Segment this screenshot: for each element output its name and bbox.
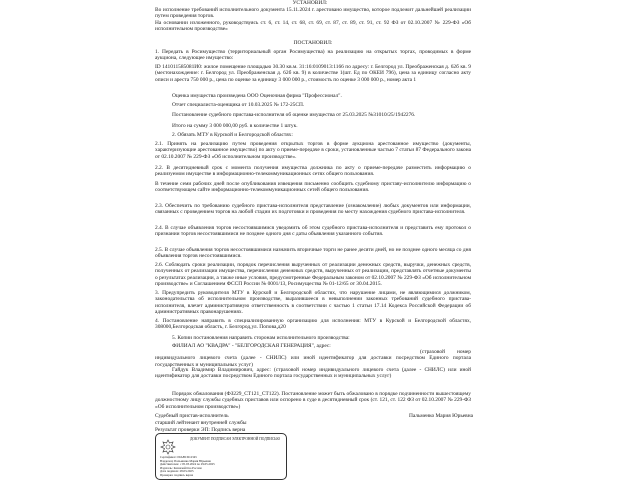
item-2: 2. Обязать МТУ в Курской и Белгородской областях:	[172, 132, 293, 138]
stamp-check: Проверка: подпись верна	[160, 472, 194, 477]
item-2-2: 2.2. В десятидневный срок с момента получения имущества должника по акту о приеме-передаче разместить информацию о реализуемом имуществе в информационно-телекоммуникационных сетях общего пользования.	[155, 165, 471, 178]
item-2-5: 2.5. В случае объявления торгов несостоявшимися назначить вторичные торги не ранее десяти дней, но не позднее одного месяца со дня объявления торгов несостоявшимися.	[155, 247, 471, 260]
stamp-issuer: Издатель: Казначейство России	[160, 465, 202, 470]
basis-paragraph: На основании изложенного, руководствуясь ст. 6, ст. 14, ст. 68, ст. 69, ст. 87, ст. 89, ст. 91, ст. 92 ФЗ от 02.10.2007 № 229-ФЗ «Об исполнительном производстве»	[155, 20, 471, 33]
party-2-details: Гайдук Владимир Владимирович, адрес: (страховой номер индивидуального лицевого счета (далее - СНИЛС) или иной идентификатор для доставки посредством Единого портала государственных и муниципальных услуг)	[155, 367, 471, 380]
item-2-1: 2.1. Принять на реализацию путем проведения открытых торгов в форме аукциона арестованное имущество (документы, характеризующие арестованное имущество) по акту о приеме-передаче в сроки, установленные частью 7 статьи 87 Федерального закона от 02.10.2007 № 229-ФЗ «Об исполнительном производстве».	[155, 141, 471, 160]
item-5: 5. Копии постановления направить сторонам исполнительного производства:	[172, 335, 350, 341]
item-3: 3. Предупредить руководителя МТУ в Курской и Белгородской областях, что нарушение лицами, не являющимися должником, законодательства об исполнительном производстве, выразившееся в невыполнении законных требований судебного пристава-исполнителя, влечет административную ответственность в соответствии с частью 1 статьи 17.14 Кодекса Российской Федерации об административных правонарушениях.	[155, 290, 471, 315]
item-2-4: 2.4. В случае объявления торгов несостоявшимися уведомить об этом судебного пристава-исполнителя и представить ему протокол о признании торгов несостоявшимися не позднее одного дня с даты объявления указанного события.	[155, 225, 471, 238]
valuation-decision-line: Постановление судебного пристава-исполнителя об оценке имущества от 25.03.2025 №31010/25/1942276.	[172, 112, 416, 118]
item-2-6: 2.6. Соблюдать сроки реализации, порядок перечисления вырученных от реализации денежных средств, выручки, денежных средств, полученных от реализации имущества, перечисления денежных средств, вырученных от реализации, представлять отчетные документы о результатах реализации, а также иные условия, предусмотренные Федеральным законом от 02.10.2007 № 229-ФЗ «Об исполнительном производстве» и Соглашением ФССП России № 0001/13, Росимущества № 01-12/65 от 30.04.2015.	[155, 262, 471, 287]
party-1-details: (страховой номер индивидуального лицевого счета (далее - СНИЛС) или иной идентификатор для доставки посредством Единого портала государственных и муниципальных услуг)	[155, 349, 471, 368]
report-line: Отчет специалиста-оценщика от 10.03.2025 № 172-25СП.	[172, 102, 305, 108]
stamp-header: ДОКУМЕНТ ПОДПИСАН ЭЛЕКТРОННОЙ ПОДПИСЬЮ	[189, 437, 281, 441]
stamp-certificate: Сертификат: 00ABCD12345	[160, 455, 197, 459]
item-4: 4. Постановление направить в специализированную организацию для исполнения: МТУ в Курской и Белгородской областях, 308000,Белгородская область, г. Белгород,ул. Попова,д20	[155, 318, 471, 331]
signer-title-2: старший лейтенант внутренней службы	[155, 420, 247, 426]
total-line: Итого на сумму 3 000 000,00 руб. в количестве 1 штук.	[172, 123, 298, 129]
item-2-2-notice: В течение семи рабочих дней после опубликования извещения письменно сообщить судебному приставу-исполнителю информацию о соответствующем сайте информационно-телекоммуникационных сетей общего пользования.	[155, 181, 471, 194]
stamp-validity: Действителен: с 05.03.2024 по 29.05.2025	[160, 462, 215, 467]
appraiser-line: Оценка имущества произведена ООО Оценочная фирма "Профессионал".	[172, 93, 342, 99]
established-heading: УСТАНОВИЛ:	[292, 0, 328, 6]
decree-heading: ПОСТАНОВИЛ:	[293, 40, 333, 46]
electronic-signature-stamp	[155, 433, 287, 480]
appeal-procedure: Порядок обжалования (ФЗ229_СТ121_СТ122). Постановление может быть обжаловано в порядке подчиненности вышестоящему должностному лицу службы судебных приставов или оспорено в суде в десятидневный срок (ст. 121, ст. 122 ФЗ от 02.10.2007 № 229-ФЗ «Об исполнительном производстве»)	[155, 391, 471, 410]
signer-title-1: Судебный пристав-исполнитель	[155, 413, 229, 419]
item-2-3: 2.3. Обеспечить по требованию судебного пристава-исполнителя представление (ознакомление) любых документов или информации, связанных с проведением торгов на любой стадии их подготовки и проведения по месту нахождения судебного пристава-исполнителя.	[155, 203, 471, 216]
intro-paragraph: Во исполнение требований исполнительного документа 15.11.2024 г. арестовано имущество, которое подлежит дальнейшей реализации путем проведения торгов.	[155, 7, 471, 20]
item-1: 1. Передать в Росимущество (территориальный орган Росимущества) на реализацию на открытых торгах, проводимых в форме аукциона, следующее имущество:	[155, 49, 471, 62]
party-1-name: ФИЛИАЛ АО "КВАДРА" - "БЕЛГОРОДСКАЯ ГЕНЕРАЦИЯ", адрес:	[172, 343, 331, 349]
signer-name: Пальменко Мария Юрьевна	[408, 413, 473, 419]
eagle-emblem-icon	[160, 439, 176, 455]
stamp-details	[160, 456, 284, 478]
stamp-owner: Владелец: Пальменко Мария Юрьевна	[160, 458, 211, 463]
stamp-sign-date: Дата подписи: 28.03.2025	[160, 469, 194, 474]
property-description: ID 141011585081И0: жилое помещение площадью 30.30 кв.м. 31:16:0109013:1166 по адресу: г. Белгород ул. Преображенская д. 62б кв. 9 (местонахождение: г. Белгород ул. Преображенская д. 62б кв. 9) в количестве 1(шт. Ед по ОКЕИ 796), цена за единицу согласно акту описи и ареста 750 000 р., цена по оценке за единицу 3 000 000 р., стоимость по оценке 3 000 000 р., номер акта 1	[155, 64, 471, 83]
signature-check-result: Результат проверки ЭП: Подпись верна	[155, 427, 246, 433]
